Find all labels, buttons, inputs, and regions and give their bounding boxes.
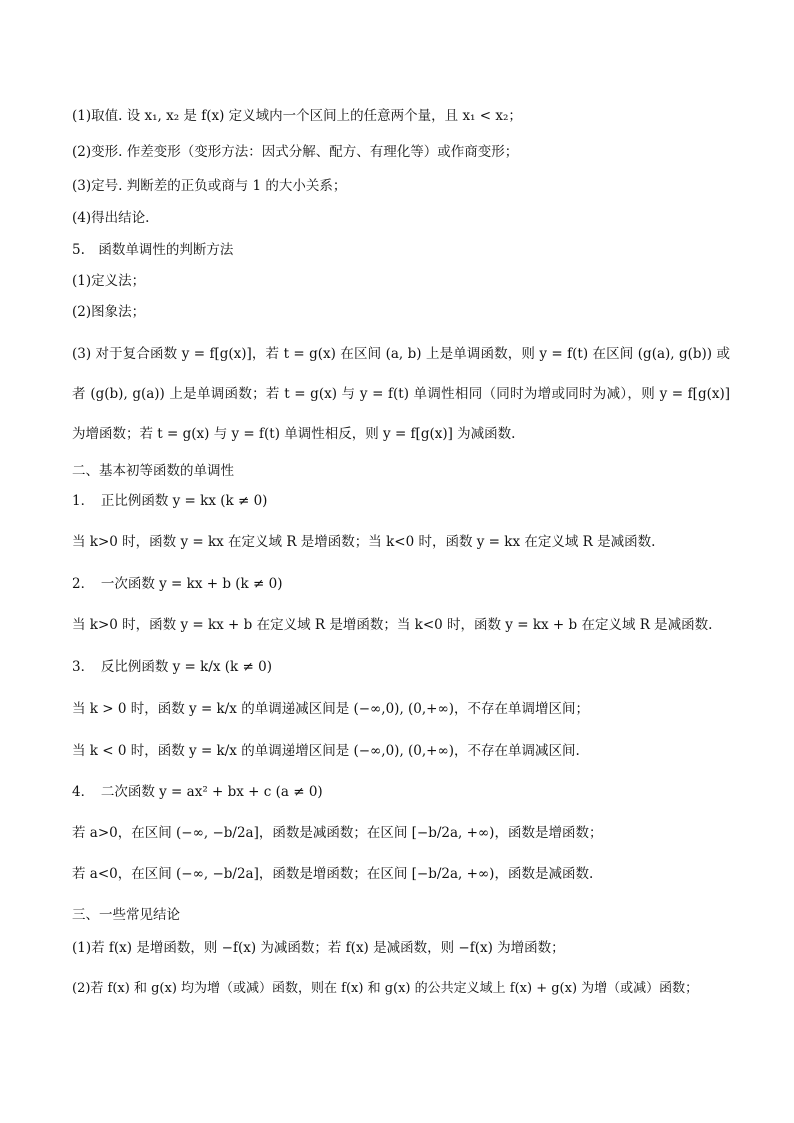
section-5-heading: 5. 函数单调性的判断方法 xyxy=(72,242,234,258)
inverse-function-heading: 3． 反比例函数 y = k/x (k ≠ 0) xyxy=(72,659,272,675)
method-composite-function: (3) 对于复合函数 y = f[g(x)]，若 t = g(x) 在区间 (a, b) 上是单调函数，则 y = f(t) 在区间 (g(a), g(b)) 或者 (g(b), g(a)) 上是单调函数；若 t = g(x) 与 y = f(t) 单调性相同（同时为增或同时为减），则 y = f[g(x)] 为增函数；若 t = g(x) 与 y = f(t) 单调性相反，则 y = f[g(x)] 为减函数. xyxy=(72,346,730,442)
inverse-function-positive: 当 k > 0 时，函数 y = k/x 的单调递减区间是 (−∞,0), (0,+∞)，不存在单调增区间； xyxy=(72,701,590,717)
step-4-conclusion: (4)得出结论. xyxy=(72,210,150,226)
proportional-function-heading: 1． 正比例函数 y = kx (k ≠ 0) xyxy=(72,493,268,509)
conclusion-1: (1)若 f(x) 是增函数，则 −f(x) 为减函数；若 f(x) 是减函数，则 −f(x) 为增函数； xyxy=(72,940,565,956)
section-heading-basic-functions: 二、基本初等函数的单调性 xyxy=(72,463,234,479)
linear-function-text: 当 k>0 时，函数 y = kx + b 在定义域 R 是增函数；当 k<0 时，函数 y = kx + b 在定义域 R 是减函数. xyxy=(72,617,713,633)
quadratic-a-positive: 若 a>0，在区间 (−∞, −b/2a]，函数是减函数；在区间 [−b/2a, +∞)，函数是增函数； xyxy=(72,825,603,841)
proportional-function-text: 当 k>0 时，函数 y = kx 在定义域 R 是增函数；当 k<0 时，函数 y = kx 在定义域 R 是减函数. xyxy=(72,534,656,550)
step-3-determine-sign: (3)定号. 判断差的正负或商与 1 的大小关系； xyxy=(72,178,347,194)
quadratic-function-heading: 4． 二次函数 y = ax² + bx + c (a ≠ 0) xyxy=(72,784,323,800)
conclusion-2: (2)若 f(x) 和 g(x) 均为增（或减）函数，则在 f(x) 和 g(x) 的公共定义域上 f(x) + g(x) 为增（或减）函数； xyxy=(72,981,699,996)
section-heading-common-conclusions: 三、一些常见结论 xyxy=(72,907,180,923)
linear-function-heading: 2． 一次函数 y = kx + b (k ≠ 0) xyxy=(72,576,283,592)
inverse-function-negative: 当 k < 0 时，函数 y = k/x 的单调递增区间是 (−∞,0), (0,+∞)，不存在单调减区间. xyxy=(72,743,580,759)
method-definition: (1)定义法； xyxy=(72,273,146,289)
quadratic-a-negative: 若 a<0，在区间 (−∞, −b/2a]，函数是增函数；在区间 [−b/2a, +∞)，函数是减函数. xyxy=(72,866,594,882)
step-1-take-values: (1)取值. 设 x₁, x₂ 是 f(x) 定义域内一个区间上的任意两个量，且 x₁ < x₂； xyxy=(72,108,522,124)
method-graph: (2)图象法； xyxy=(72,304,146,320)
step-2-transform: (2)变形. 作差变形（变形方法：因式分解、配方、有理化等）或作商变形； xyxy=(72,144,519,160)
